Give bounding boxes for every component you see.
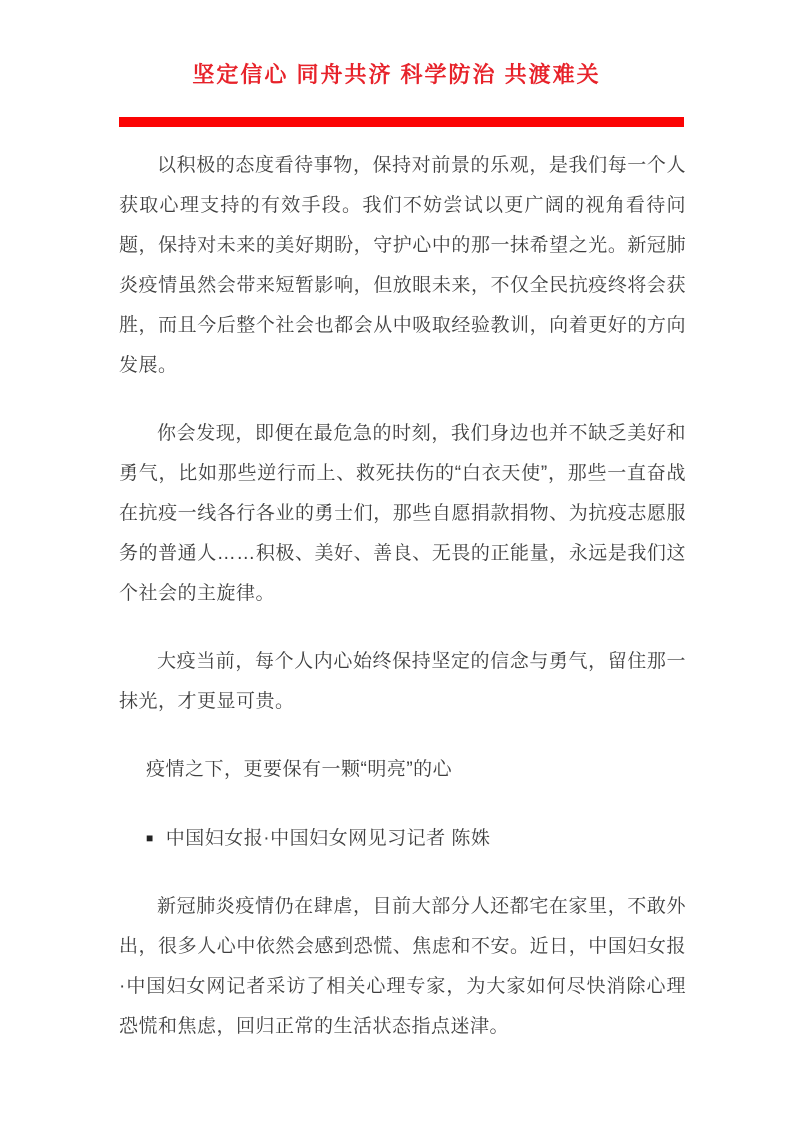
paragraph: 大疫当前，每个人内心始终保持坚定的信念与勇气，留住那一抹光，才更显可贵。 xyxy=(119,651,686,712)
top-divider-bar xyxy=(119,117,684,127)
paragraph: 以积极的态度看待事物，保持对前景的乐观，是我们每一个人获取心理支持的有效手段。我们不妨尝试以更广阔的视角看待问题，保持对未来的美好期盼，守护心中的那一抹希望之光。新冠肺炎疫情虽然会带来短暂影响，但放眼未来，不仅全民抗疫终将会获胜，而且今后整个社会也都会从中吸取经验教训，向着更好的方向发展。 xyxy=(119,155,686,376)
paragraph: 新冠肺炎疫情仍在肆虐，目前大部分人还都宅在家里，不敢外出，很多人心中依然会感到恐慌、焦虑和不安。近日，中国妇女报·中国妇女网记者采访了相关心理专家，为大家如何尽快消除心理恐慌和焦虑，回归正常的生活状态指点迷津。 xyxy=(119,896,686,1037)
byline-text: 中国妇女报·中国妇女网见习记者 陈姝 xyxy=(165,828,491,849)
article-body xyxy=(119,146,686,1047)
paragraph: 你会发现，即便在最危急的时刻，我们身边也并不缺乏美好和勇气，比如那些逆行而上、救死扶伤的“白衣天使”，那些一直奋战在抗疫一线各行各业的勇士们，那些自愿捐款捐物、为抗疫志愿服务的普通人……积极、美好、善良、无畏的正能量，永远是我们这个社会的主旋律。 xyxy=(119,423,686,604)
byline xyxy=(119,818,686,859)
square-bullet-icon: ■ xyxy=(146,831,154,845)
article-subtitle: 疫情之下，更要保有一颗“明亮”的心 xyxy=(146,759,453,780)
document-title: 坚定信心 同舟共济 科学防治 共渡难关 xyxy=(192,62,601,87)
